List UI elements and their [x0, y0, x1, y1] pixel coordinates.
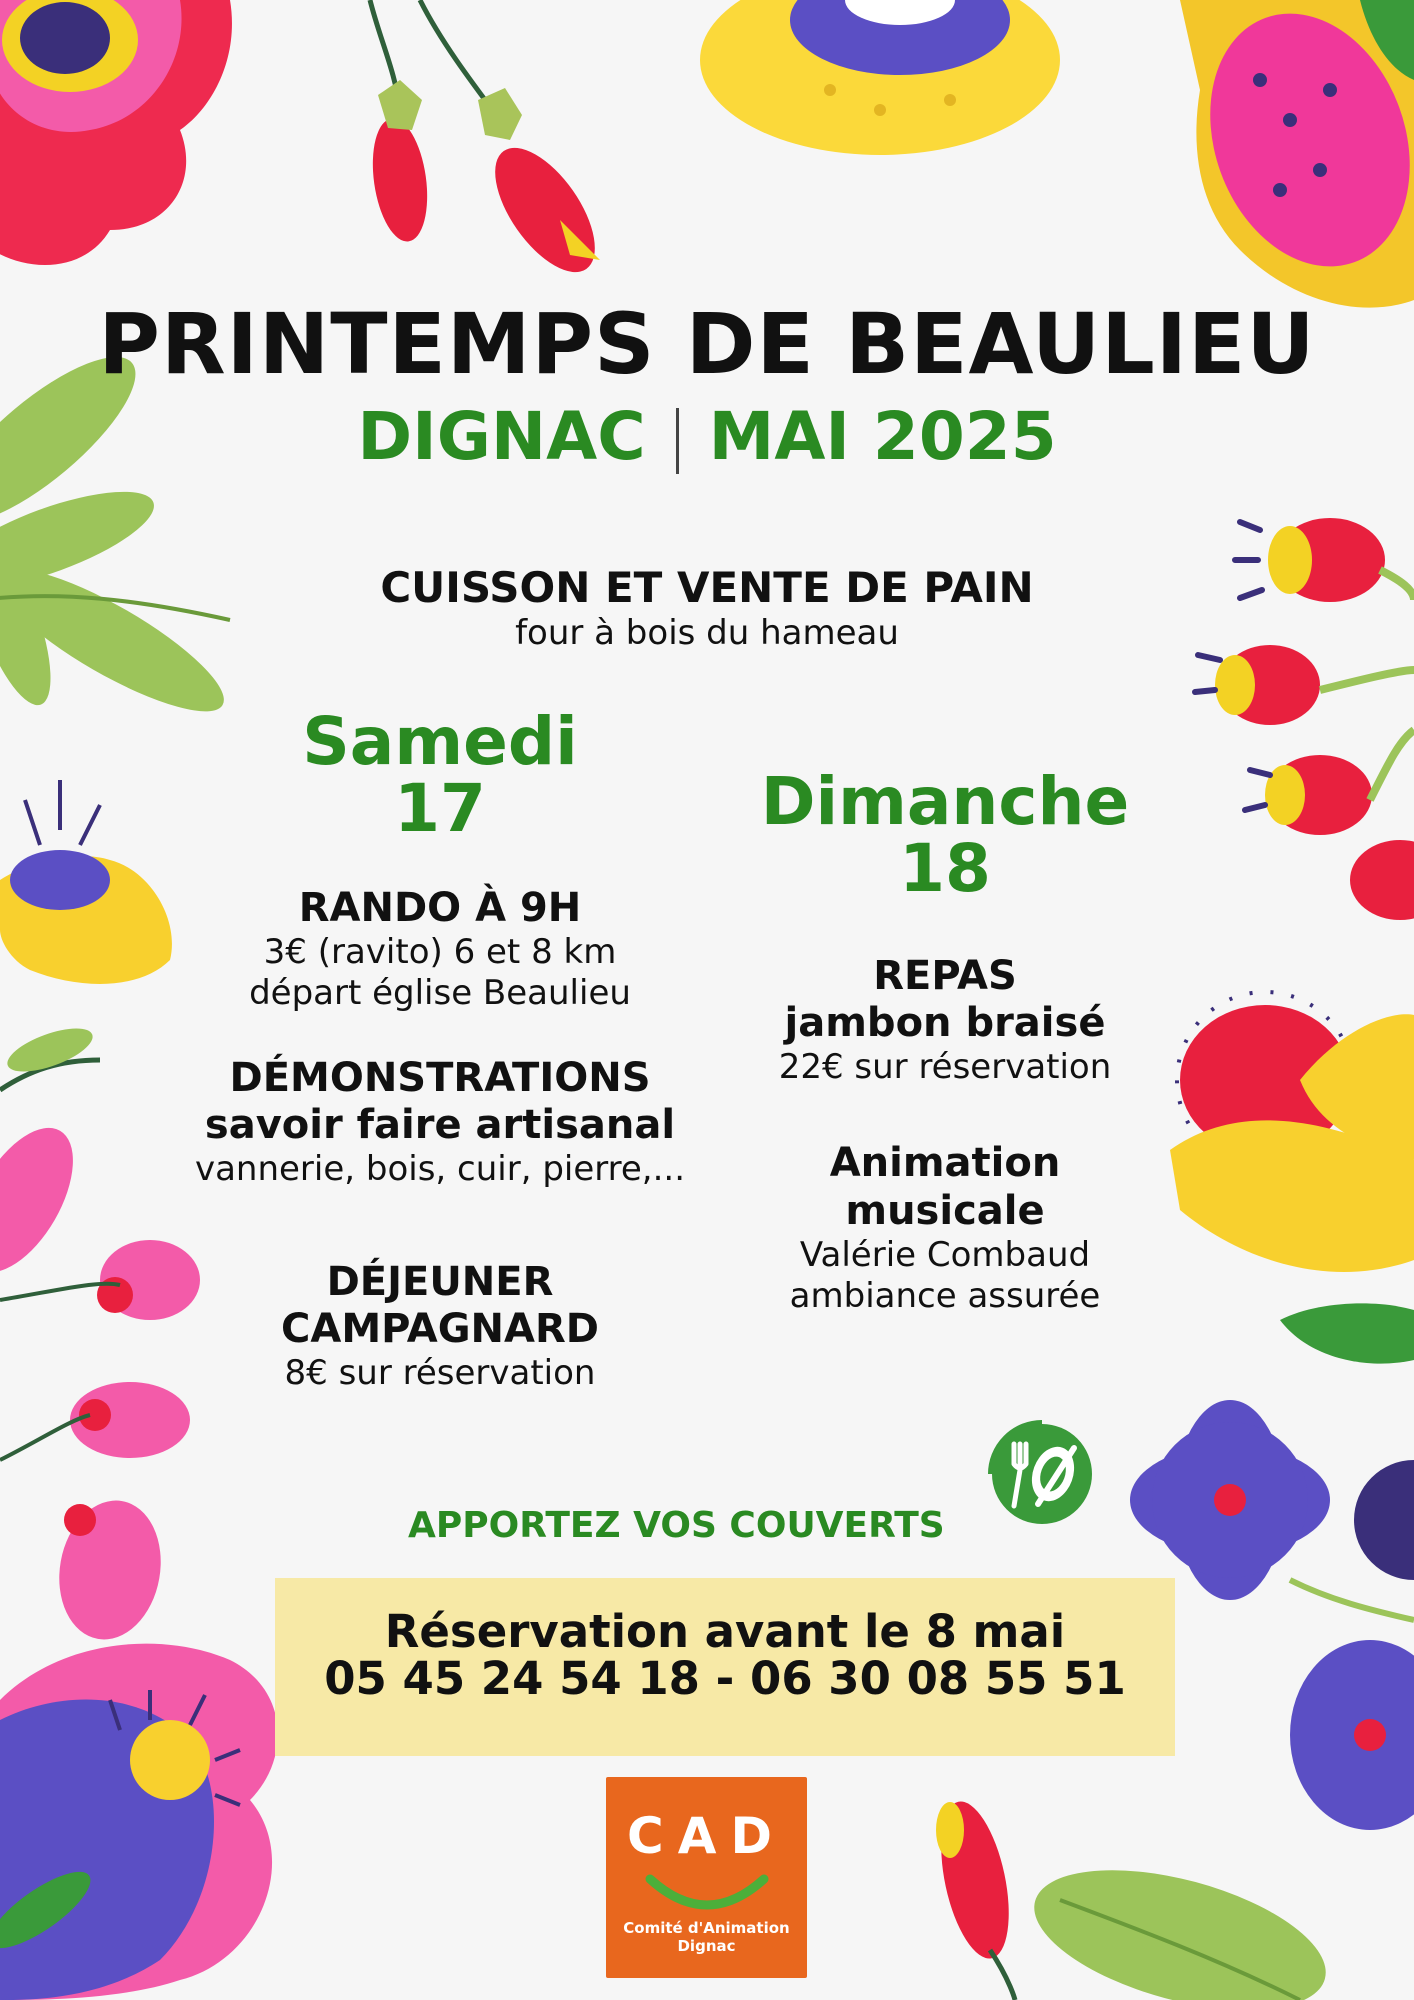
red-buds-top [366, 0, 615, 288]
cad-logo [606, 1777, 807, 1978]
saturday-column [180, 703, 700, 1394]
red-bud-bottom [929, 1796, 1340, 2000]
smile-icon [642, 1873, 772, 1917]
reservation-box [275, 1578, 1175, 1756]
yellow-flower-right [1170, 992, 1414, 1364]
rando-price: 3€ (ravito) 6 et 8 km [263, 931, 617, 972]
demos-crafts: vannerie, bois, cuir, pierre,... [194, 1149, 686, 1190]
demos-subheading: savoir faire artisanal [204, 1101, 676, 1148]
event-date: MAI 2025 [708, 398, 1057, 475]
event-rando [180, 885, 700, 1015]
cutlery-icon [978, 1414, 1098, 1534]
event-subtitle [0, 398, 1414, 475]
magenta-flower-top-right [1176, 0, 1414, 308]
event-repas [700, 953, 1190, 1089]
sunday-column [700, 763, 1190, 1318]
event-animation [700, 1140, 1190, 1317]
animation-subheading: musicale [845, 1187, 1045, 1234]
yellow-flower-top [700, 0, 1060, 155]
dejeuner-heading: DÉJEUNER [326, 1258, 554, 1305]
bread-heading: CUISSON ET VENTE DE PAIN [380, 563, 1034, 612]
purple-flower-bottom-left [0, 1644, 278, 2000]
reservation-deadline: Réservation avant le 8 mai [384, 1605, 1066, 1658]
event-dejeuner [180, 1259, 700, 1395]
rando-departure: départ église Beaulieu [249, 973, 631, 1014]
cad-org-line1: Comité d'Animation [623, 1919, 790, 1937]
yellow-flower-left [0, 780, 172, 1090]
pink-flower-top-left [0, 0, 232, 265]
saturday-day: Samedi [302, 703, 578, 780]
cutlery-note: APPORTEZ VOS COUVERTS [408, 1505, 945, 1546]
cad-org-line2: Dignac [677, 1937, 736, 1955]
event-title: PRINTEMPS DE BEAULIEU [98, 295, 1316, 393]
bread-detail: four à bois du hameau [515, 612, 899, 653]
animation-ambiance: ambiance assurée [789, 1276, 1101, 1317]
dejeuner-price: 8€ sur réservation [284, 1352, 596, 1393]
cad-org-name [606, 1919, 807, 1955]
subtitle-divider [676, 408, 679, 474]
pink-tulips-left [0, 1111, 200, 1648]
animation-artist: Valérie Combaud [799, 1234, 1091, 1275]
repas-price: 22€ sur réservation [778, 1047, 1112, 1087]
reservation-phones: 05 45 24 54 18 - 06 30 08 55 51 [324, 1652, 1126, 1706]
animation-heading: Animation [829, 1140, 1061, 1187]
repas-heading: REPAS [873, 952, 1017, 999]
bread-section [0, 563, 1414, 654]
cad-letters: CAD [627, 1807, 786, 1865]
repas-subheading: jambon braisé [784, 999, 1106, 1046]
event-demonstrations [180, 1055, 700, 1191]
demos-heading: DÉMONSTRATIONS [229, 1054, 651, 1101]
dejeuner-subheading: CAMPAGNARD [281, 1305, 599, 1352]
event-place: DIGNAC [357, 398, 646, 475]
rando-heading: RANDO À 9H [298, 884, 582, 931]
sunday-day: Dimanche [760, 763, 1130, 840]
saturday-number: 17 [394, 770, 486, 848]
sunday-number: 18 [899, 830, 991, 908]
